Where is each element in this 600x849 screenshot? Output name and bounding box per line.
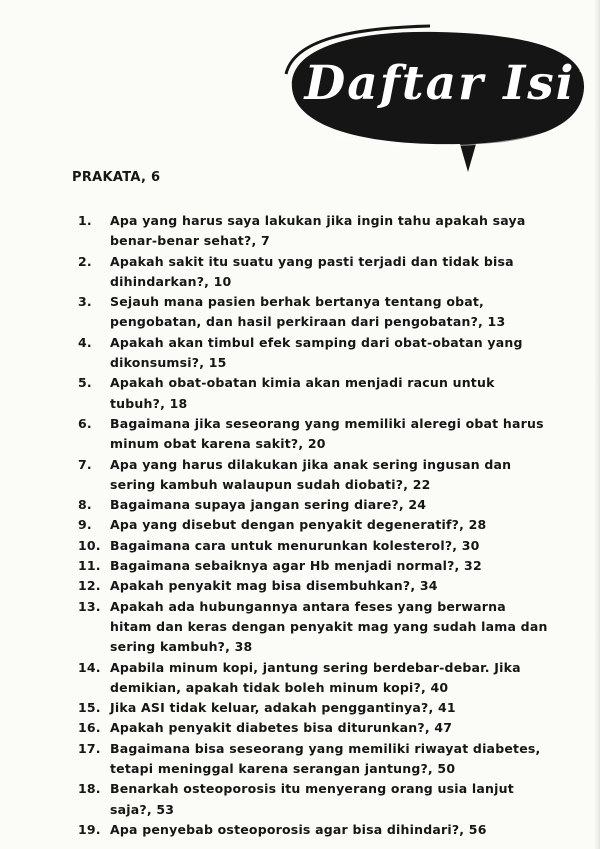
- toc-item: [78, 536, 548, 556]
- title-speech-bubble: [280, 24, 592, 174]
- toc-item: [78, 739, 548, 780]
- toc-item-text: Apabila minum kopi, jantung sering berdebar-debar. Jika demikian, apakah tidak boleh minum kopi?, 40: [110, 659, 521, 695]
- toc-item: [78, 718, 548, 738]
- toc-item-number: 11.: [78, 558, 101, 574]
- toc-item-number: 13.: [78, 598, 101, 614]
- toc-item: [78, 820, 548, 840]
- toc-item: [78, 515, 548, 535]
- toc-item-number: 2.: [78, 253, 92, 269]
- toc-item-text: Bagaimana sebaiknya agar Hb menjadi normal?, 32: [110, 558, 482, 574]
- toc-item-text: Benarkah osteoporosis itu menyerang orang usia lanjut saja?, 53: [110, 781, 514, 817]
- toc-item-text: Jika ASI tidak keluar, adakah penggantinya?, 41: [110, 700, 456, 716]
- toc-item-number: 6.: [78, 415, 92, 431]
- toc-item-text: Apa yang harus saya lakukan jika ingin tahu apakah saya benar-benar sehat?, 7: [110, 213, 526, 249]
- toc-item-number: 18.: [78, 781, 101, 797]
- toc-item-number: 5.: [78, 375, 92, 391]
- toc-item: [78, 658, 548, 699]
- toc-item-number: 12.: [78, 578, 101, 594]
- toc-item: [78, 211, 548, 252]
- toc-item-text: Apakah penyakit mag bisa disembuhkan?, 34: [110, 578, 438, 594]
- toc-item-text: Apakah akan timbul efek samping dari obat-obatan yang dikonsumsi?, 15: [110, 334, 523, 371]
- toc-item-text: Bagaimana cara untuk menurunkan kolesterol?, 30: [110, 537, 480, 553]
- toc-item: [78, 556, 548, 576]
- toc-item-text: Apakah penyakit diabetes bisa diturunkan?, 47: [110, 720, 453, 736]
- table-of-contents: [78, 211, 548, 840]
- toc-item-text: Apakah obat-obatan kimia akan menjadi racun untuk tubuh?, 18: [110, 375, 495, 411]
- toc-item: [78, 495, 548, 515]
- toc-item-number: 19.: [78, 821, 101, 837]
- toc-item-text: Apakah ada hubungannya antara feses yang berwarna hitam dan keras dengan penyakit mag yang sudah lama dan sering kambuh?, 38: [110, 598, 548, 655]
- toc-item-number: 1.: [78, 213, 92, 228]
- toc-item: [78, 779, 548, 820]
- toc-item: [78, 698, 548, 718]
- toc-item-number: 14.: [78, 659, 101, 675]
- toc-item: [78, 292, 548, 333]
- toc-item: [78, 373, 548, 414]
- toc-item: [78, 455, 548, 496]
- toc-item-text: Apa penyebab osteoporosis agar bisa dihindari?, 56: [110, 821, 487, 837]
- toc-item-number: 8.: [78, 497, 92, 513]
- toc-item-number: 15.: [78, 700, 101, 716]
- toc-item-number: 17.: [78, 740, 101, 756]
- toc-item-text: Sejauh mana pasien berhak bertanya tentang obat, pengobatan, dan hasil perkiraan dari pengobatan?, 13: [110, 294, 506, 330]
- page-title: Daftar Isi: [304, 56, 576, 111]
- toc-item-text: Apa yang harus dilakukan jika anak sering ingusan dan sering kambuh walaupun sudah diobati?, 22: [110, 456, 512, 492]
- toc-item: [78, 597, 548, 658]
- toc-item-number: 4.: [78, 334, 92, 350]
- toc-item-number: 9.: [78, 517, 92, 533]
- toc-item: [78, 414, 548, 455]
- toc-item-text: Bagaimana bisa seseorang yang memiliki riwayat diabetes, tetapi meninggal karena serangan jantung?, 50: [110, 740, 541, 777]
- toc-item-number: 16.: [78, 720, 101, 736]
- preface-entry: PRAKATA, 6: [72, 170, 161, 185]
- toc-item-text: Bagaimana supaya jangan sering diare?, 24: [110, 497, 427, 513]
- toc-item-text: Bagaimana jika seseorang yang memiliki aleregi obat harus minum obat karena sakit?, 20: [110, 415, 544, 452]
- toc-item: [78, 333, 548, 374]
- toc-item-text: Apa yang disebut dengan penyakit degeneratif?, 28: [110, 517, 487, 533]
- toc-item-number: 3.: [78, 294, 92, 310]
- toc-item-number: 10.: [78, 537, 101, 553]
- toc-item-text: Apakah sakit itu suatu yang pasti terjadi dan tidak bisa dihindarkan?, 10: [110, 253, 514, 289]
- toc-item-number: 7.: [78, 456, 92, 472]
- toc-item: [78, 576, 548, 596]
- toc-item: [78, 252, 548, 293]
- page-edge-shadow: [594, 0, 600, 849]
